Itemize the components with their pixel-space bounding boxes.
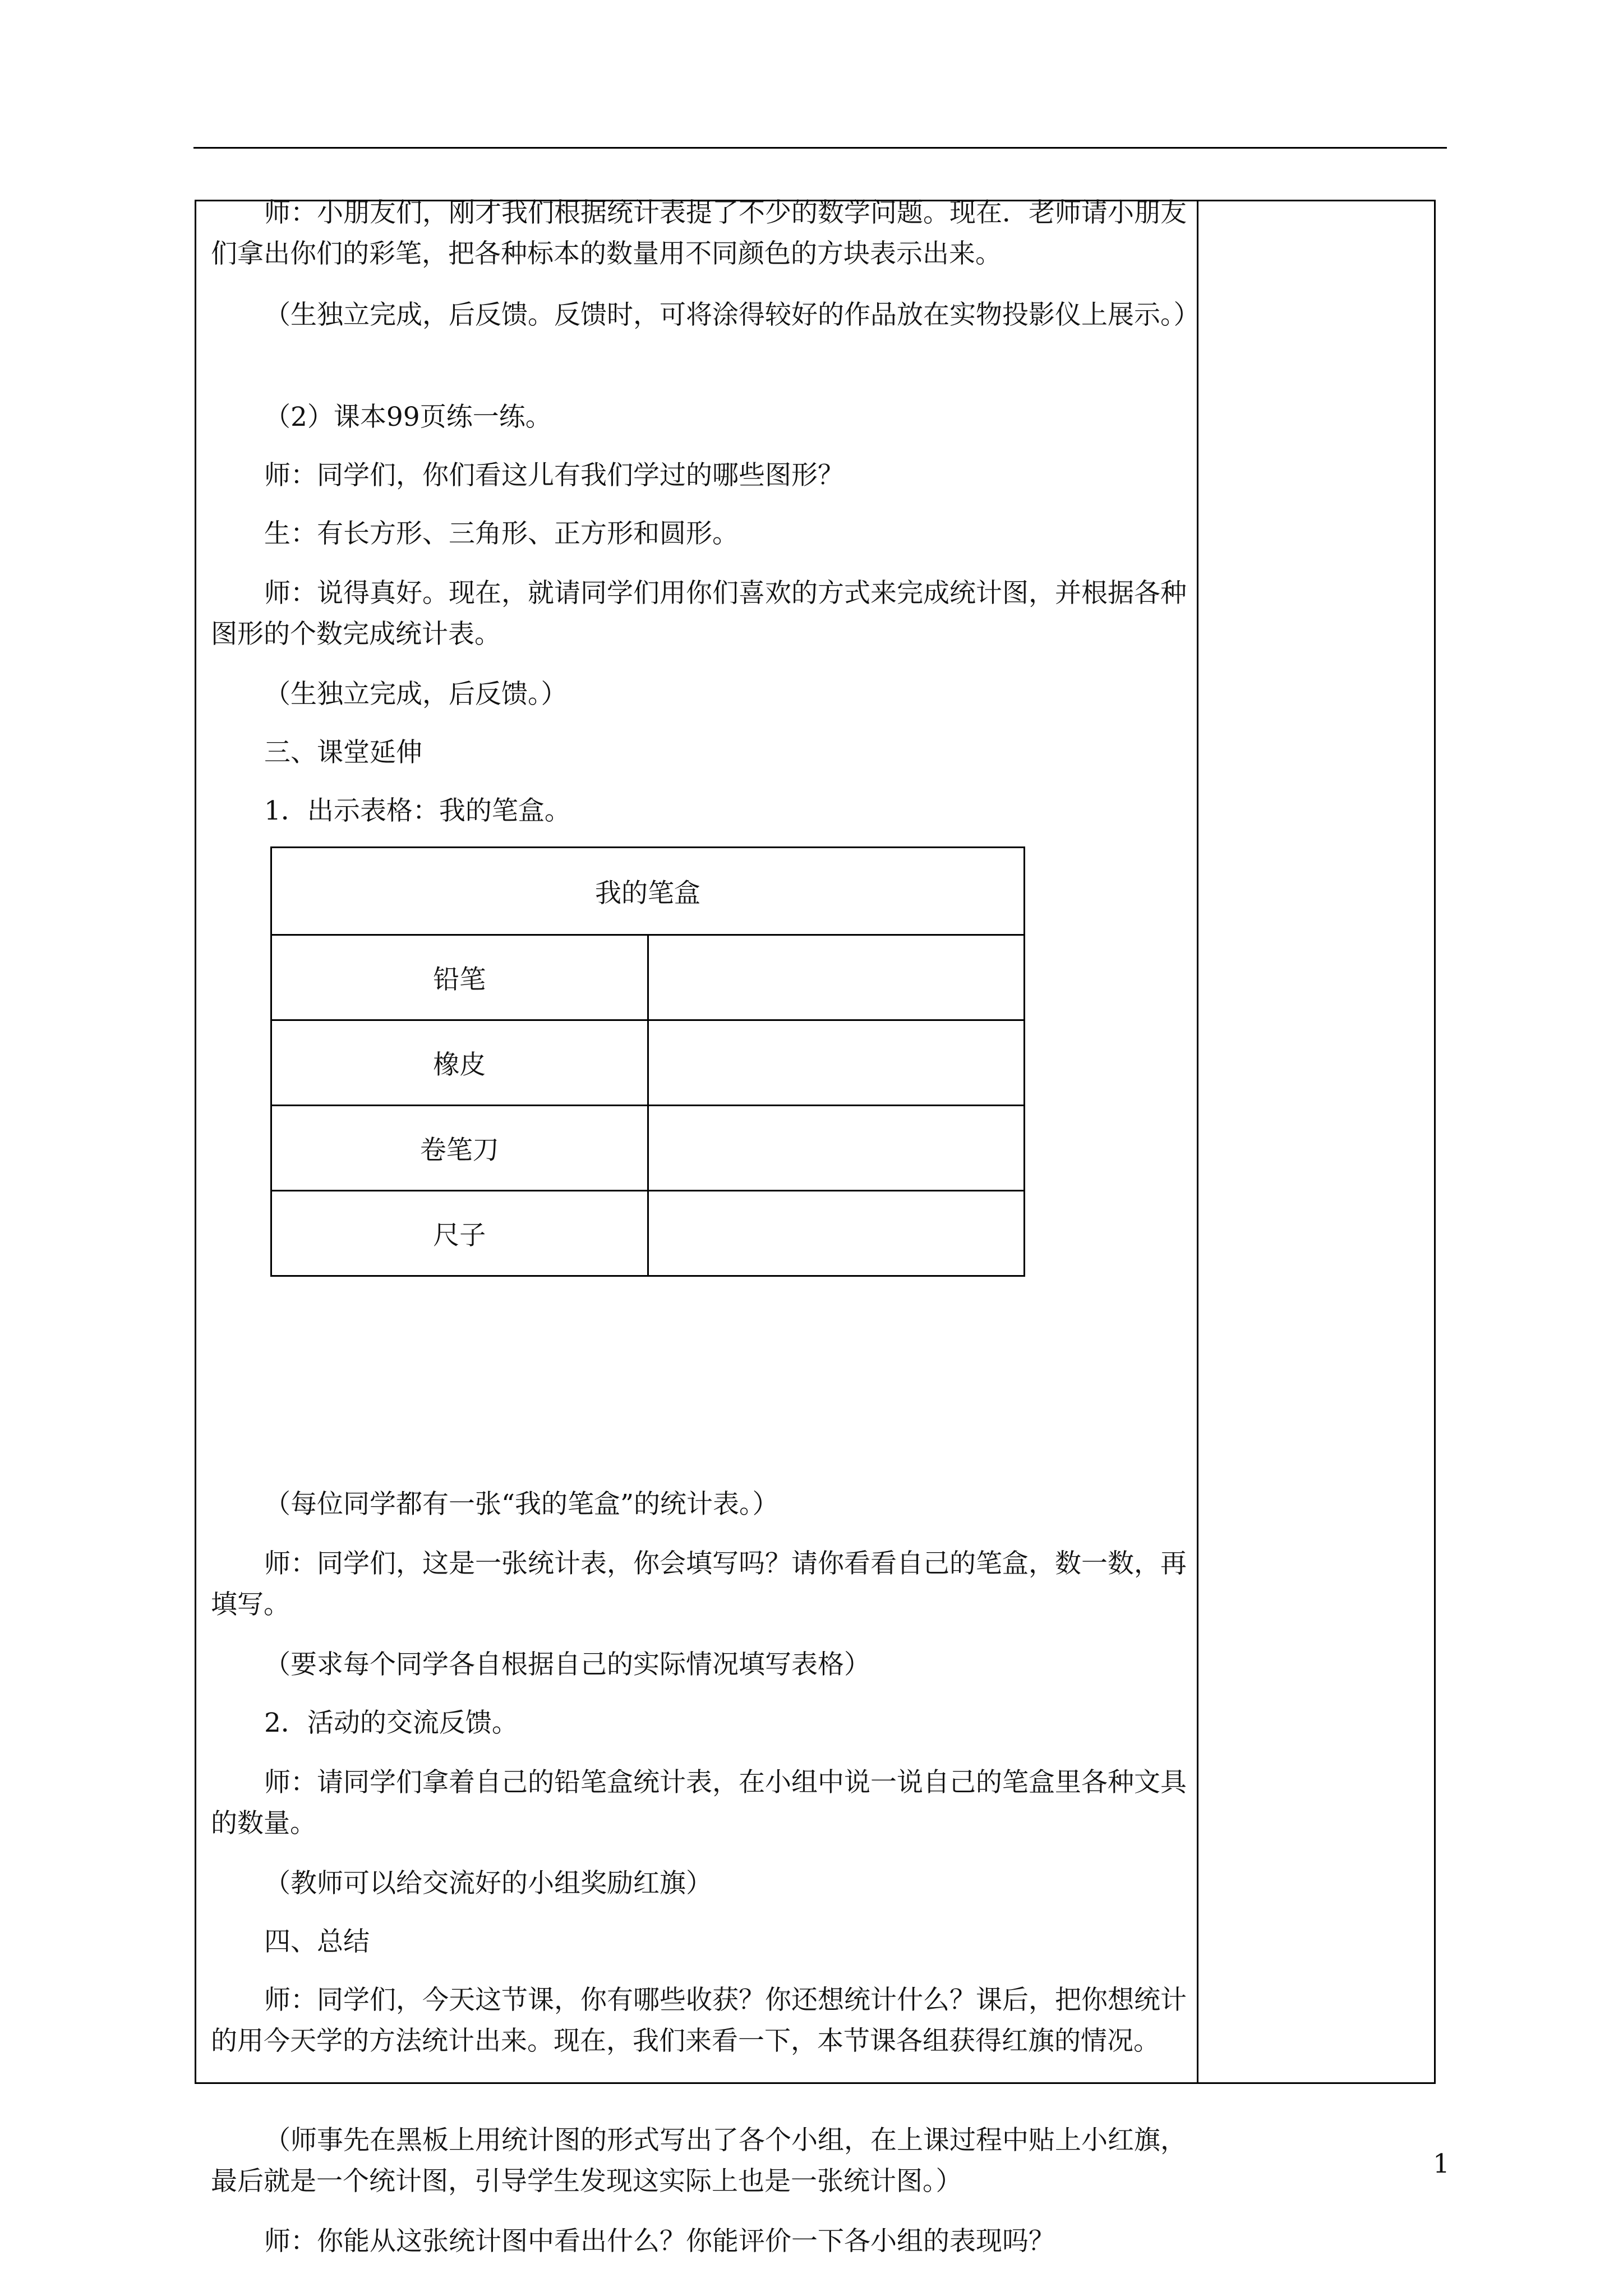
table-row (271, 1106, 1025, 1191)
paragraph: 师：同学们，你们看这儿有我们学过的哪些图形？ (264, 460, 844, 491)
lesson-table (195, 197, 1436, 2257)
paragraph: （2）课本99页练一练。 (264, 402, 552, 432)
paragraph: 师：你能从这张统计图中看出什么？你能评价一下各小组的表现吗？ (264, 2226, 1055, 2257)
item-count-blank (648, 935, 1025, 1020)
lesson-content-cell (196, 197, 1200, 2257)
paragraph: （教师可以给交流好的小组奖励红旗） (264, 1868, 712, 1899)
paragraph: （每位同学都有一张“我的笔盒”的统计表。） (264, 1489, 779, 1520)
page-number: 1 (1433, 2148, 1450, 2179)
pencil-box-table (270, 846, 1025, 1277)
table-row (271, 1191, 1025, 1276)
item-count-blank (648, 1106, 1025, 1191)
paragraph: 生：有长方形、三角形、正方形和圆形。 (264, 518, 739, 549)
section-heading: 四、总结 (264, 1926, 370, 1957)
paragraph: 师：同学们，这是一张统计表，你会填写吗？请你看看自己的笔盒，数一数，再填写。 (211, 1548, 1187, 1620)
paragraph: 师：请同学们拿着自己的铅笔盒统计表，在小组中说一说自己的笔盒里各种文具的数量。 (211, 1767, 1187, 1839)
pencil-box-caption: 我的笔盒 (271, 848, 1025, 935)
paragraph: 师：同学们，今天这节课，你有哪些收获？你还想统计什么？课后，把你想统计的用今天学的方法统计出来。现在，我们来看一下，本节课各组获得红旗的情况。 (211, 1985, 1187, 2056)
paragraph: 师：说得真好。现在，就请同学们用你们喜欢的方式来完成统计图，并根据各种图形的个数完成统计表。 (211, 578, 1187, 650)
section-heading: 2．活动的交流反馈。 (264, 1708, 518, 1738)
paragraph: 师：小朋友们，刚才我们根据统计表提了不少的数学问题。现在．老师请小朋友们拿出你们的彩笔，把各种标本的数量用不同颜色的方块表示出来。 (211, 197, 1187, 269)
paragraph: 1．出示表格：我的笔盒。 (264, 795, 571, 826)
item-label: 尺子 (271, 1191, 648, 1276)
item-label: 铅笔 (271, 935, 648, 1020)
paragraph: （生独立完成，后反馈。） (264, 679, 568, 710)
item-count-blank (648, 1020, 1025, 1106)
paragraph: （生独立完成，后反馈。反馈时，可将涂得较好的作品放在实物投影仪上展示。） (264, 300, 1200, 330)
item-label: 卷笔刀 (271, 1106, 648, 1191)
section-heading: 三、课堂延伸 (264, 737, 422, 768)
paragraph: （要求每个同学各自根据自己的实际情况填写表格） (264, 1649, 870, 1680)
item-label: 橡皮 (271, 1020, 648, 1106)
table-row (271, 935, 1025, 1020)
table-row (271, 1020, 1025, 1106)
header-rule (193, 147, 1447, 149)
paragraph: （师事先在黑板上用统计图的形式写出了各个小组，在上课过程中贴上小红旗，最后就是一个统计图，引导学生发现这实际上也是一张统计图。） (211, 2125, 1187, 2197)
item-count-blank (648, 1191, 1025, 1276)
